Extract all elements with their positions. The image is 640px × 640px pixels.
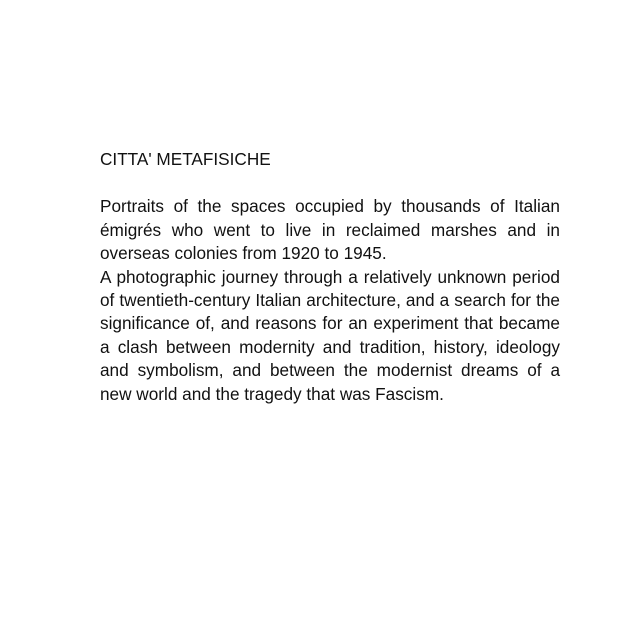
document-title: CITTA' METAFISICHE: [100, 149, 271, 169]
description-paragraph: A photographic journey through a relatively unknown period of twentieth-century Italian architecture, and a search for the significance of, and reasons for an experiment that became a clash between modernity and tradition, history, ideology and symbolism, and between the modernist dreams of a new world and the tragedy that was Fascism.: [100, 266, 560, 404]
intro-paragraph: Portraits of the spaces occupied by thousands of Italian émigrés who went to live in reclaimed marshes and in overseas colonies from 1920 to 1945.: [100, 196, 560, 264]
text-block: [100, 148, 560, 406]
